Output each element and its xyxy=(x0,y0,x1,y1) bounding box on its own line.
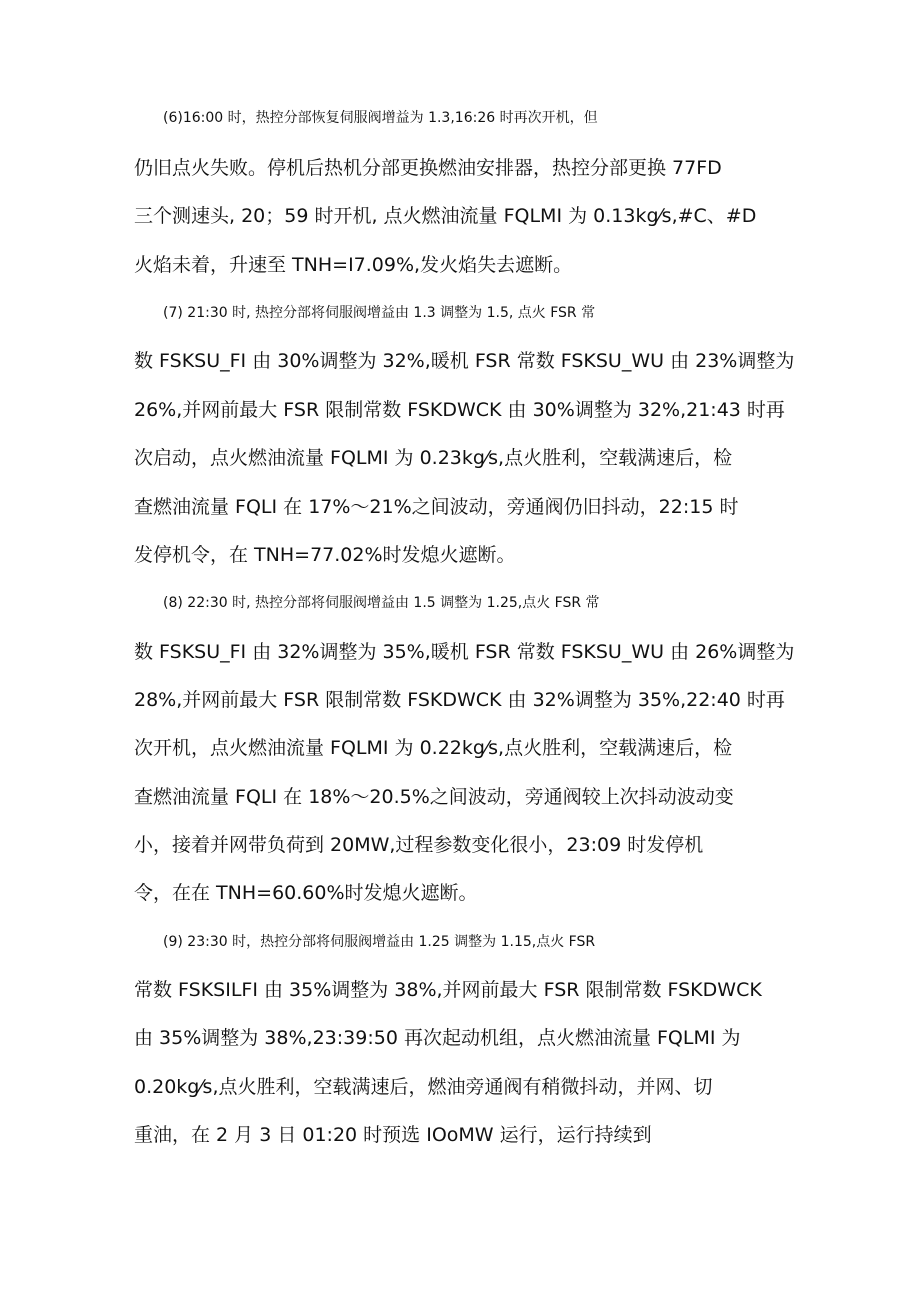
paragraph-6-line-2: 仍旧点火失败。停机后热机分部更换燃油安排器，热控分部更换 77FD xyxy=(134,157,722,179)
paragraph-9-line-1: (9) 23:30 时，热控分部将伺服阀增益由 1.25 调整为 1.15,点火 FSR xyxy=(163,934,596,950)
paragraph-7-line-5: 查燃油流量 FQLI 在 17%～21%之间波动，旁通阀仍旧抖动，22:15 时 xyxy=(134,496,739,518)
paragraph-7-line-4: 次启动，点火燃油流量 FQLMI 为 0.23kg⁄s,点火胜利，空载满速后，检 xyxy=(134,447,733,469)
paragraph-8-line-6: 小，接着并网带负荷到 20MW,过程参数变化很小，23:09 时发停机 xyxy=(134,834,704,856)
paragraph-7-line-6: 发停机令，在 TNH=77.02%时发熄火遮断。 xyxy=(134,544,516,566)
paragraph-8-line-7: 令，在在 TNH=60.60%时发熄火遮断。 xyxy=(134,882,478,904)
paragraph-9-line-2: 常数 FSKSILFI 由 35%调整为 38%,并网前最大 FSR 限制常数 FSKDWCK xyxy=(134,979,762,1001)
paragraph-9-line-3: 由 35%调整为 38%,23:39:50 再次起动机组，点火燃油流量 FQLMI 为 xyxy=(134,1027,741,1049)
paragraph-9-line-4: 0.20kg⁄s,点火胜利，空载满速后，燃油旁通阀有稍微抖动，并网、切 xyxy=(134,1076,713,1098)
paragraph-7-line-2: 数 FSKSU_FI 由 30%调整为 32%,暖机 FSR 常数 FSKSU_WU 由 23%调整为 xyxy=(134,350,795,372)
paragraph-6-line-4: 火焰未着，升速至 TNH=I7.09%,发火焰失去遮断。 xyxy=(134,254,573,276)
paragraph-8-line-1: (8) 22:30 时, 热控分部将伺服阀增益由 1.5 调整为 1.25,点火 FSR 常 xyxy=(163,595,600,611)
paragraph-7-line-3: 26%,并网前最大 FSR 限制常数 FSKDWCK 由 30%调整为 32%,21:43 时再 xyxy=(134,399,785,421)
paragraph-7-line-1: (7) 21:30 时, 热控分部将伺服阀增益由 1.3 调整为 1.5, 点火 FSR 常 xyxy=(163,305,596,321)
paragraph-6-line-1: (6)16:00 时，热控分部恢复伺服阀增益为 1.3,16:26 时再次开机，但 xyxy=(163,110,598,126)
paragraph-8-line-3: 28%,并网前最大 FSR 限制常数 FSKDWCK 由 32%调整为 35%,22:40 时再 xyxy=(134,689,785,711)
paragraph-6-line-3: 三个测速头, 20；59 时开机, 点火燃油流量 FQLMI 为 0.13kg⁄s,#C、#D xyxy=(134,205,757,227)
paragraph-8-line-2: 数 FSKSU_FI 由 32%调整为 35%,暖机 FSR 常数 FSKSU_WU 由 26%调整为 xyxy=(134,641,795,663)
paragraph-8-line-4: 次开机，点火燃油流量 FQLMI 为 0.22kg⁄s,点火胜利，空载满速后，检 xyxy=(134,737,733,759)
paragraph-9-line-5: 重油，在 2 月 3 日 01:20 时预选 IOoMW 运行，运行持续到 xyxy=(134,1124,652,1146)
paragraph-8-line-5: 查燃油流量 FQLI 在 18%～20.5%之间波动，旁通阀较上次抖动波动变 xyxy=(134,786,734,808)
